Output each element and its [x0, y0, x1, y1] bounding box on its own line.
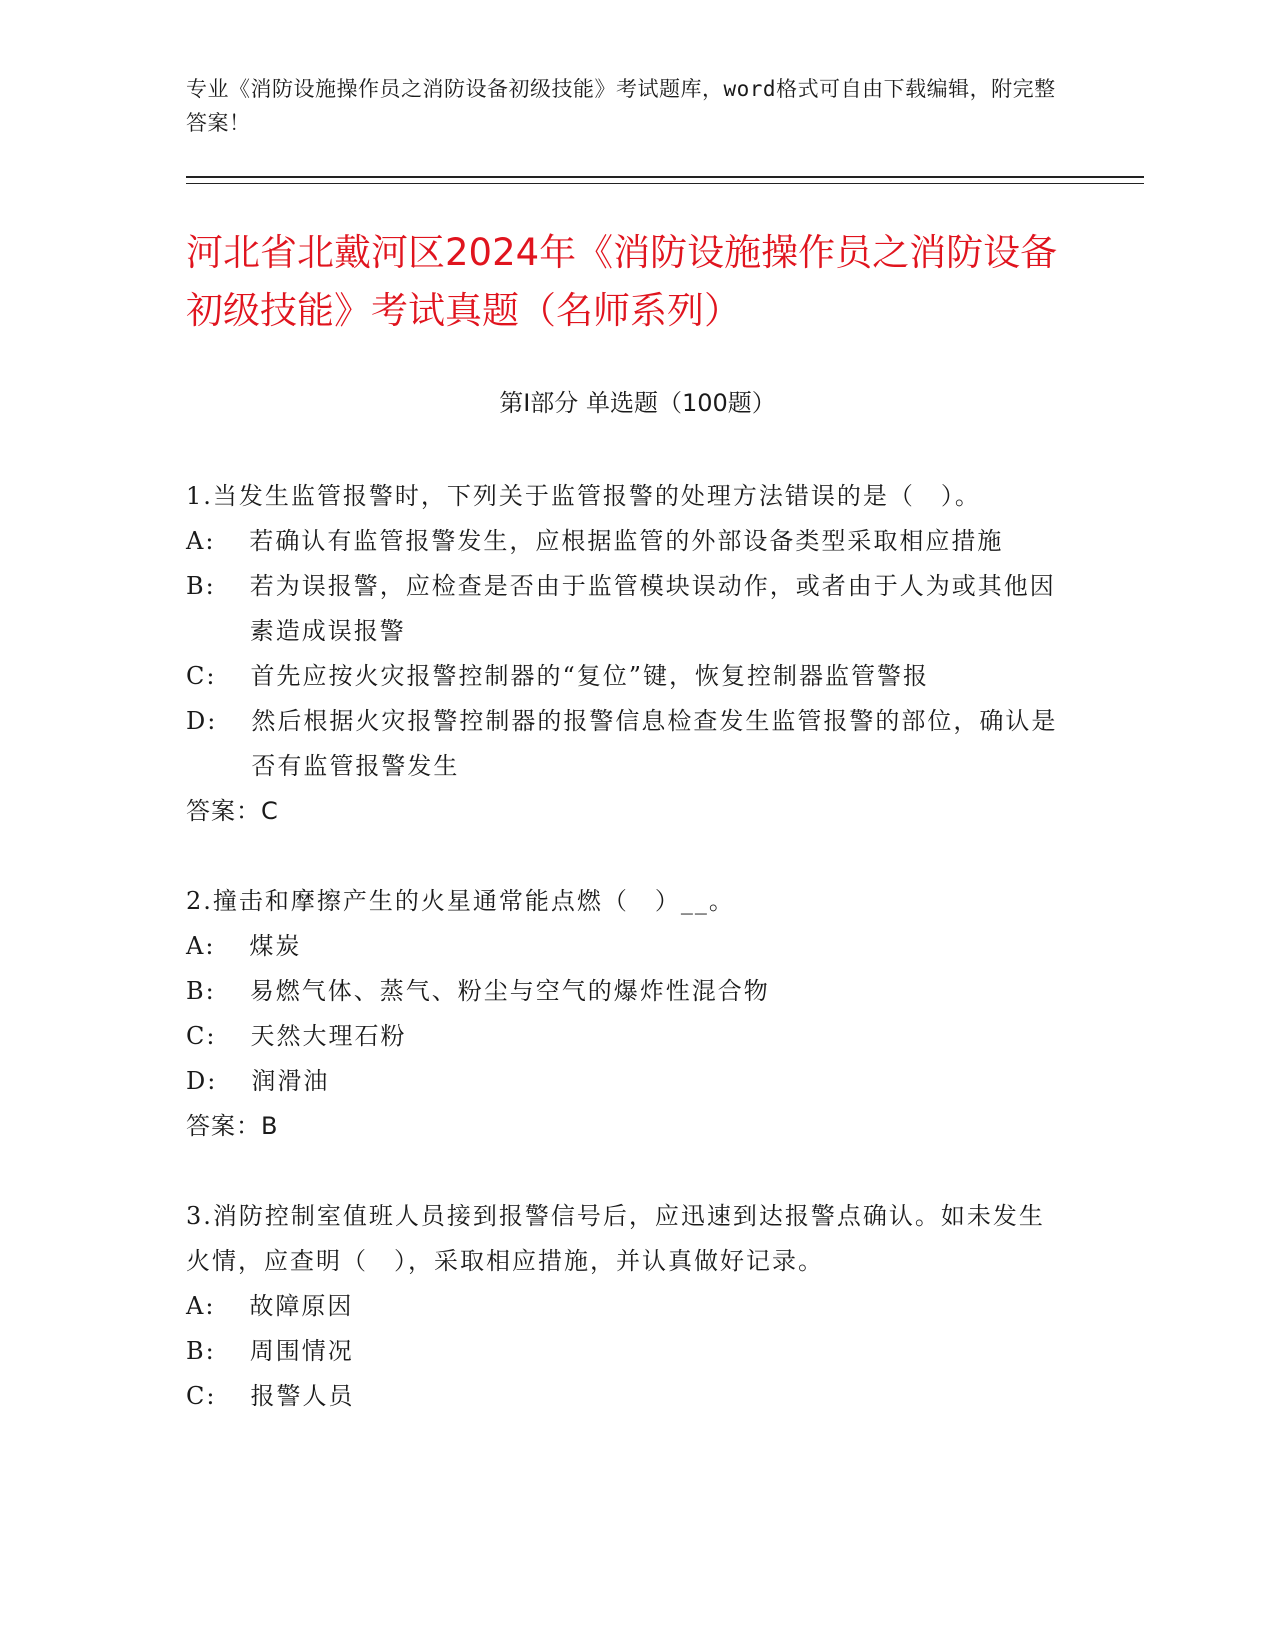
answer-option — [186, 969, 1066, 1014]
answer-option — [186, 1329, 1066, 1374]
option-spacer — [217, 699, 251, 789]
option-spacer — [216, 1329, 250, 1374]
option-text: 天然大理石粉 — [250, 1022, 407, 1050]
option-spacer — [215, 1284, 249, 1329]
answer-option — [186, 654, 1066, 699]
option-spacer — [216, 1374, 250, 1419]
option-key: B: — [186, 1337, 216, 1365]
answer-option — [186, 924, 1066, 969]
answer-option — [186, 564, 1066, 654]
option-key: A: — [186, 1292, 216, 1320]
option-spacer — [216, 654, 250, 699]
answer-option — [186, 1374, 1066, 1419]
option-key: C: — [186, 1022, 217, 1050]
option-text: 润滑油 — [251, 1067, 330, 1095]
option-key: D: — [186, 1067, 218, 1095]
answer-value: C — [261, 797, 279, 825]
option-spacer — [216, 564, 250, 654]
answer-option — [186, 1059, 1066, 1104]
answer-line — [186, 789, 1066, 834]
question-stem: 2.撞击和摩擦产生的火星通常能点燃（ ）__。 — [186, 887, 735, 915]
answer-option — [186, 1014, 1066, 1059]
option-spacer — [217, 1059, 251, 1104]
header-rule-thick — [186, 176, 1144, 178]
question-item — [186, 1194, 1066, 1419]
option-text: 然后根据火灾报警控制器的报警信息检查发生监管报警的部位，确认是否有监管报警发生 — [251, 707, 1058, 780]
option-spacer — [216, 1014, 250, 1059]
option-spacer — [215, 519, 249, 564]
answer-value: B — [261, 1112, 279, 1140]
header-rule-thin — [186, 183, 1144, 184]
option-text: 易燃气体、蒸气、粉尘与空气的爆炸性混合物 — [249, 977, 770, 1005]
option-key: A: — [186, 932, 216, 960]
option-key: B: — [186, 572, 216, 600]
question-stem: 3.消防控制室值班人员接到报警信号后，应迅速到达报警点确认。如未发生火情，应查明（ ），采取相应措施，并认真做好记录。 — [186, 1202, 1045, 1275]
question-list — [186, 474, 1066, 1464]
option-key: C: — [186, 662, 217, 690]
option-text: 报警人员 — [250, 1382, 355, 1410]
option-spacer — [216, 969, 250, 1014]
option-key: A: — [186, 527, 216, 555]
option-spacer — [215, 924, 249, 969]
header-note: 专业《消防设施操作员之消防设备初级技能》考试题库，word格式可自由下载编辑，附完整答案！ — [186, 77, 1056, 135]
section-title: 第I部分 单选题（100题） — [499, 389, 776, 417]
question-item — [186, 879, 1066, 1149]
option-key: B: — [186, 977, 216, 1005]
answer-label: 答案： — [186, 797, 261, 825]
question-stem: 1.当发生监管报警时，下列关于监管报警的处理方法错误的是（ ）。 — [186, 482, 981, 510]
answer-option — [186, 699, 1066, 789]
option-text: 故障原因 — [249, 1292, 354, 1320]
answer-option — [186, 1284, 1066, 1329]
option-key: D: — [186, 707, 218, 735]
document-title: 河北省北戴河区2024年《消防设施操作员之消防设备初级技能》考试真题（名师系列） — [186, 231, 1058, 332]
option-key: C: — [186, 1382, 217, 1410]
answer-line — [186, 1104, 1066, 1149]
question-item — [186, 474, 1066, 834]
answer-option — [186, 519, 1066, 564]
option-text: 若为误报警，应检查是否由于监管模块误动作，或者由于人为或其他因素造成误报警 — [249, 572, 1056, 645]
option-text: 首先应按火灾报警控制器的“复位”键，恢复控制器监管警报 — [250, 662, 929, 690]
option-text: 若确认有监管报警发生，应根据监管的外部设备类型采取相应措施 — [249, 527, 1004, 555]
answer-label: 答案： — [186, 1112, 261, 1140]
option-text: 煤炭 — [249, 932, 302, 960]
option-text: 周围情况 — [249, 1337, 354, 1365]
